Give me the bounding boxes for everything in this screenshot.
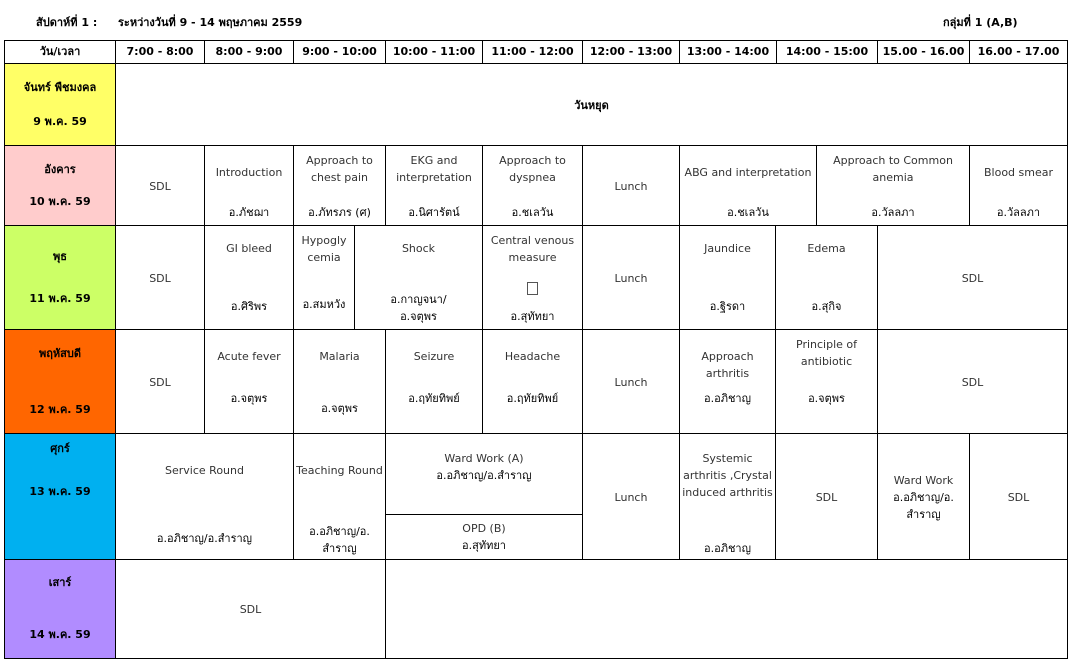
session-approach-arthritis: Approach arthritis อ.อภิชาญ: [679, 329, 776, 434]
day-date: 11 พ.ค. 59: [29, 291, 91, 305]
session-sdl: SDL: [115, 329, 205, 434]
time-header: 16.00 - 17.00: [969, 40, 1068, 64]
day-date: 13 พ.ค. 59: [29, 485, 91, 499]
corner-header: วัน/เวลา: [4, 40, 116, 64]
session-seizure: Seizure อ.ฤทัยทิพย์: [385, 329, 483, 434]
session-chest-pain: Approach to chest pain อ.ภัทรภร (ศ): [293, 145, 386, 226]
session-lunch: Lunch: [582, 329, 680, 434]
day-date: 10 พ.ค. 59: [29, 195, 91, 209]
session-abg: ABG and interpretation อ.ชเลวัน: [679, 145, 817, 226]
day-name: จันทร์ พืชมงคล: [23, 81, 97, 95]
session-ekg: EKG and interpretation อ.นิศารัตน์: [385, 145, 483, 226]
time-header: 10:00 - 11:00: [385, 40, 483, 64]
holiday-label: วันหยุด: [574, 98, 609, 112]
session-shock: Shock อ.กาญจนา/ อ.จตุพร: [354, 225, 483, 330]
day-label-friday: [4, 433, 116, 560]
session-dyspnea: Approach to dyspnea อ.ชเลวัน: [482, 145, 583, 226]
empty-cell: [385, 559, 1068, 659]
day-date: 9 พ.ค. 59: [33, 114, 87, 128]
time-header: 15.00 - 16.00: [877, 40, 970, 64]
schedule-header: [0, 0, 1071, 40]
session-lunch: Lunch: [582, 225, 680, 330]
session-service-round: Service Round อ.อภิชาญ/อ.สำราญ: [115, 433, 294, 560]
date-range: ระหว่างวันที่ 9 - 14 พฤษภาคม 2559: [118, 16, 303, 29]
session-sdl: SDL: [969, 433, 1068, 560]
session-central-venous: Central venous measure อ.สุทัทยา: [482, 225, 583, 330]
session-edema: Edema อ.สุกิจ: [775, 225, 878, 330]
session-teaching-round: Teaching Round อ.อภิชาญ/อ. สำราญ: [293, 433, 386, 560]
time-header: 9:00 - 10:00: [293, 40, 386, 64]
time-header: 13:00 - 14:00: [679, 40, 777, 64]
session-jaundice: Jaundice อ.ฐิรดา: [679, 225, 776, 330]
session-gi-bleed: GI bleed อ.ศิริพร: [204, 225, 294, 330]
session-sdl: SDL: [115, 559, 386, 659]
session-lunch: Lunch: [582, 145, 680, 226]
day-date: 14 พ.ค. 59: [29, 628, 91, 642]
holiday-cell: [115, 63, 1068, 146]
session-systemic-arthritis: Systemic arthritis ,Crystal induced arthritis อ.อภิชาญ: [679, 433, 776, 560]
day-name: อังคาร: [44, 162, 76, 176]
session-sdl: SDL: [877, 329, 1068, 434]
day-name: พุธ: [53, 250, 67, 264]
day-label-monday: [4, 63, 116, 146]
session-antibiotic: Principle of antibiotic อ.จตุพร: [775, 329, 878, 434]
day-name: พฤหัสบดี: [38, 346, 81, 360]
time-header: 12:00 - 13:00: [582, 40, 680, 64]
time-header: 14:00 - 15:00: [776, 40, 878, 64]
day-date: 12 พ.ค. 59: [29, 403, 91, 417]
day-label-wednesday: [4, 225, 116, 330]
session-hypoglycemia: Hypogly cemia อ.สมหวัง: [293, 225, 355, 330]
placeholder-box-icon: [527, 282, 538, 295]
day-name: เสาร์: [48, 576, 72, 590]
day-label-thursday: [4, 329, 116, 434]
day-label-tuesday: [4, 145, 116, 226]
session-sdl: SDL: [115, 145, 205, 226]
session-ward-work-a: Ward Work (A) อ.อภิชาญ/อ.สำราญ: [385, 433, 583, 515]
session-sdl: SDL: [877, 225, 1068, 330]
session-sdl: SDL: [775, 433, 878, 560]
schedule-table: [4, 40, 1068, 659]
session-blood-smear: Blood smear อ.วัลลภา: [969, 145, 1068, 226]
session-malaria: Malaria อ.จตุพร: [293, 329, 386, 434]
session-lunch: Lunch: [582, 433, 680, 560]
session-anemia: Approach to Common anemia อ.วัลลภา: [816, 145, 970, 226]
session-sdl: SDL: [115, 225, 205, 330]
session-ward-work: Ward Work อ.อภิชาญ/อ. สำราญ: [877, 433, 970, 560]
time-header: 11:00 - 12:00: [482, 40, 583, 64]
session-headache: Headache อ.ฤทัยทิพย์: [482, 329, 583, 434]
session-introduction: Introduction อ.ภัชฌา: [204, 145, 294, 226]
day-label-saturday: [4, 559, 116, 659]
time-header: 8:00 - 9:00: [204, 40, 294, 64]
session-opd-b: OPD (B) อ.สุทัทยา: [385, 514, 583, 560]
group-label: กลุ่มที่ 1 (A,B): [943, 16, 1018, 29]
week-label: สัปดาห์ที่ 1 :: [36, 16, 98, 29]
time-header: 7:00 - 8:00: [115, 40, 205, 64]
day-name: ศุกร์: [50, 442, 70, 455]
session-acute-fever: Acute fever อ.จตุพร: [204, 329, 294, 434]
